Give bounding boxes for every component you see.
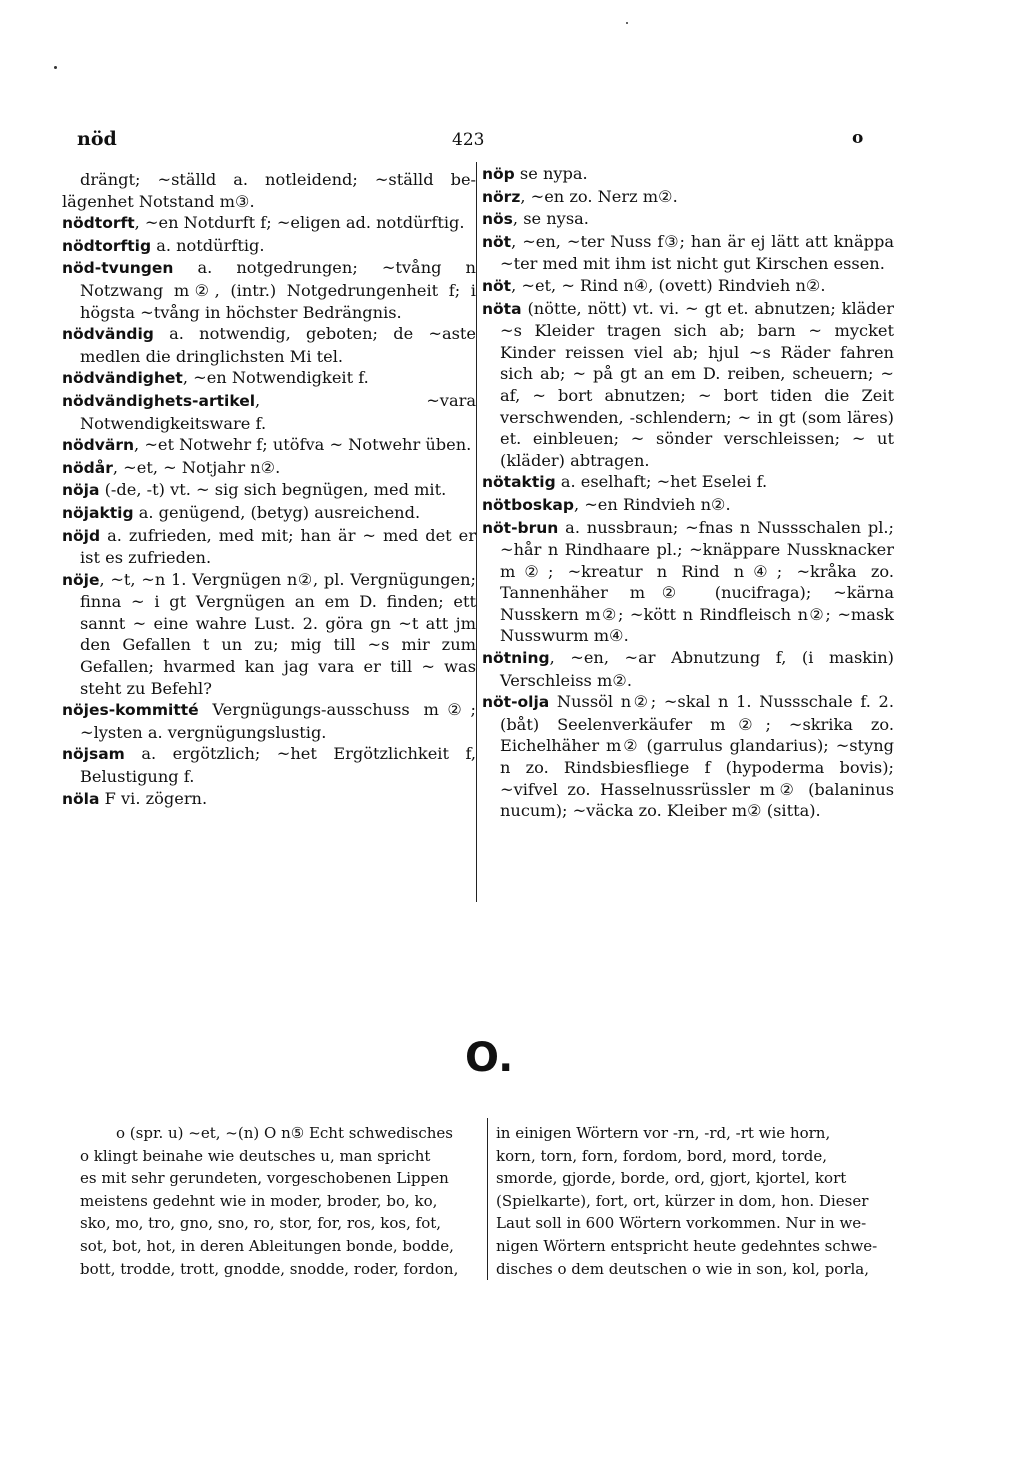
intro-line: sko, mo, tro, gno, sno, ro, stor, for, ros, kos, fot,	[80, 1214, 442, 1233]
headword: nörz	[482, 187, 521, 206]
headword: nöjaktig	[62, 503, 134, 522]
dictionary-entry: nöla F vi. zögern.	[62, 788, 208, 808]
intro-line: meistens gedehnt wie in moder, broder, bo, ko,	[80, 1191, 438, 1210]
intro-line: es mit sehr gerundeten, vorgeschobenen Lippen	[80, 1169, 449, 1188]
running-head-left: nöd	[77, 128, 117, 150]
dictionary-entry: nödvärn, ~et Notwehr f; utöfva ~ Notwehr üben.	[62, 435, 472, 455]
intro-line: bott, trodde, trott, gnodde, snodde, roder, fordon,	[80, 1259, 459, 1278]
dictionary-entry: nödtorftig a. notdürftig.	[62, 235, 265, 255]
headword: nödtorftig	[62, 236, 152, 255]
column-divider	[476, 162, 477, 902]
dictionary-entry: nöjaktig a. genügend, (betyg) ausreichend.	[62, 502, 421, 522]
headword: nöjes-kommitté	[62, 701, 199, 720]
dictionary-entry: nödtorft, ~en Notdurft f; ~eligen ad. notdürftig.	[62, 213, 465, 233]
dictionary-entry: nötaktig a. eselhaft; ~het Eselei f.	[482, 472, 768, 492]
headword: nöla	[62, 789, 100, 808]
dictionary-entry: nöjes-kommitté Vergnügungs-ausschuss m②; ~lysten a. vergnügungslustig.	[62, 700, 476, 742]
dictionary-entry: nöta (nötte, nött) vt. vi. ~ gt et. abnutzen; kläder ~s Kleider tragen sich ab; barn ~ mycket Kinder reissen viel ab; hjul ~s Räder fahren sich ab; ~ på gt an em D. reiben, scheuern; ~ af, ~ bort abnutzen; ~ bort tiden die Zeit verschwenden, -schlendern; ~ in gt (som läres) et. einbleuen; ~ sönder verschleissen; ~ ut (kläder) abtragen.	[482, 298, 894, 470]
dictionary-entry: nöjd a. zufrieden, med mit; han är ~ med det er ist es zufrieden.	[62, 525, 476, 568]
dictionary-entry: nöp se nypa.	[482, 164, 588, 183]
column-divider	[487, 1118, 488, 1280]
dictionary-entry: nöd-tvungen a. notgedrungen; ~tvång n Notzwang m②, (intr.) Notgedrungenheit f; i högsta ~tvång in höchster Bedrängnis.	[62, 258, 476, 322]
running-head-right: o	[852, 128, 864, 148]
dictionary-entry: nörz, ~en zo. Nerz m②.	[482, 186, 678, 206]
intro-line: korn, torn, forn, fordom, bord, mord, torde,	[496, 1146, 827, 1165]
dictionary-entry: nödvändig a. notwendig, geboten; de ~aste medlen die dringlichsten Mi tel.	[62, 324, 476, 366]
headword: nödår	[62, 458, 113, 477]
dictionary-entry: nöt-brun a. nussbraun; ~fnas n Nussschalen pl.; ~hår n Rindhaare pl.; ~knäppare Nussknacker m②; ~kreatur n Rind n④; ~kråka zo. Tannenhäher m② (nucifraga); ~kärna Nusskern m②; ~kött n Rindfleisch n②; ~mask Nusswurm m④.	[482, 517, 894, 646]
dictionary-entry: nödår, ~et, ~ Notjahr n②.	[62, 457, 281, 477]
headword: nöd-tvungen	[62, 259, 174, 278]
headword: nöt	[482, 276, 512, 295]
headword: nöta	[482, 299, 522, 318]
headword: nötning	[482, 649, 550, 668]
intro-line: in einigen Wörtern vor -rn, -rd, -rt wie horn,	[496, 1124, 831, 1142]
headword: nöt	[482, 232, 512, 251]
headword: nödvändighets-artikel	[62, 391, 256, 410]
intro-line: nigen Wörtern entspricht heute gedehntes schwe-	[496, 1236, 878, 1255]
headword: nödvändighet	[62, 369, 183, 388]
headword: nödvärn	[62, 436, 135, 455]
dictionary-entry: nötning, ~en, ~ar Abnutzung f, (i maskin) Verschleiss m②.	[482, 648, 894, 690]
intro-text-left	[80, 1122, 480, 1280]
headword: nödvändig	[62, 325, 154, 344]
headword: nöt-brun	[482, 518, 559, 537]
intro-line: sot, bot, hot, in deren Ableitungen bonde, bodde,	[80, 1236, 454, 1255]
headword: nöjsam	[62, 745, 125, 764]
intro-text-right	[496, 1122, 900, 1280]
section-letter-heading: O.	[465, 1035, 514, 1081]
intro-line: o (spr. u) ~et, ~(n) O n⑤ Echt schwedisches	[116, 1124, 453, 1142]
dictionary-entry: nödvändighet, ~en Notwendigkeit f.	[62, 368, 369, 388]
dictionary-entry: nöt, ~en, ~ter Nuss f③; han är ej lätt att knäppa ~ter med mit ihm ist nicht gut Kirschen essen.	[482, 231, 894, 274]
headword: nötboskap	[482, 495, 574, 514]
dictionary-entry: nötboskap, ~en Rindvieh n②.	[482, 494, 731, 514]
page-number: 423	[452, 130, 485, 150]
intro-line: (Spielkarte), fort, ort, kürzer in dom, hon. Dieser	[496, 1191, 869, 1210]
headword: nödtorft	[62, 214, 135, 233]
headword: nöp	[482, 165, 515, 183]
intro-line: smorde, gjorde, borde, ord, gjort, kjortel, kort	[496, 1169, 847, 1188]
left-column	[62, 169, 476, 810]
headword: nös	[482, 210, 513, 229]
headword: nöt-olja	[482, 693, 550, 712]
dictionary-entry: nöje, ~t, ~n 1. Vergnügen n②, pl. Vergnügungen; finna ~ i gt Vergnügen an em D. finden; ett sannt ~ eine wahre Lust. 2. göra gn ~t att jm den Gefallen t un zu; mig till ~s mir zum Gefallen; hvarmed kan jag vara er till ~ was steht zu Befehl?	[62, 569, 476, 698]
headword: nötaktig	[482, 473, 556, 492]
dictionary-entry: nöt-olja Nussöl n②; ~skal n 1. Nussschale f. 2. (båt) Seelenverkäufer m②; ~skrika zo. Eichelhäher m② (garrulus glandarius); ~styng n zo. Rindsbiesfliege f (hypoderma bovis); ~vifvel zo. Hasselnussrüssler m② (balaninus nucum); ~väcka zo. Kleiber m② (sitta).	[482, 692, 894, 821]
intro-line: o klingt beinahe wie deutsches u, man spricht	[80, 1146, 431, 1165]
dictionary-entry: nödvändighets-artikel, ~vara Notwendigkeitsware f.	[62, 390, 476, 433]
right-column	[482, 163, 894, 822]
headword: nöjd	[62, 526, 101, 545]
headword: nöje	[62, 570, 100, 589]
dictionary-entry: nöt, ~et, ~ Rind n④, (ovett) Rindvieh n②.	[482, 275, 826, 295]
speck-mark	[54, 66, 57, 69]
dictionary-entry: nös, se nysa.	[482, 209, 589, 229]
dictionary-entry: nöja (-de, -t) vt. ~ sig sich begnügen, med mit.	[62, 480, 447, 500]
dictionary-entry: nöjsam a. ergötzlich; ~het Ergötzlichkeit f, Belustigung f.	[62, 744, 476, 787]
headword: nöja	[62, 481, 100, 500]
speck-mark	[626, 22, 628, 24]
intro-line: Laut soll in 600 Wörtern vorkommen. Nur in we-	[496, 1214, 867, 1233]
dictionary-entry: drängt; ~ställd a. notleidend; ~ställd be- lägenhet Notstand m③.	[62, 170, 476, 211]
intro-line: disches o dem deutschen o wie in son, kol, porla,	[496, 1259, 870, 1278]
